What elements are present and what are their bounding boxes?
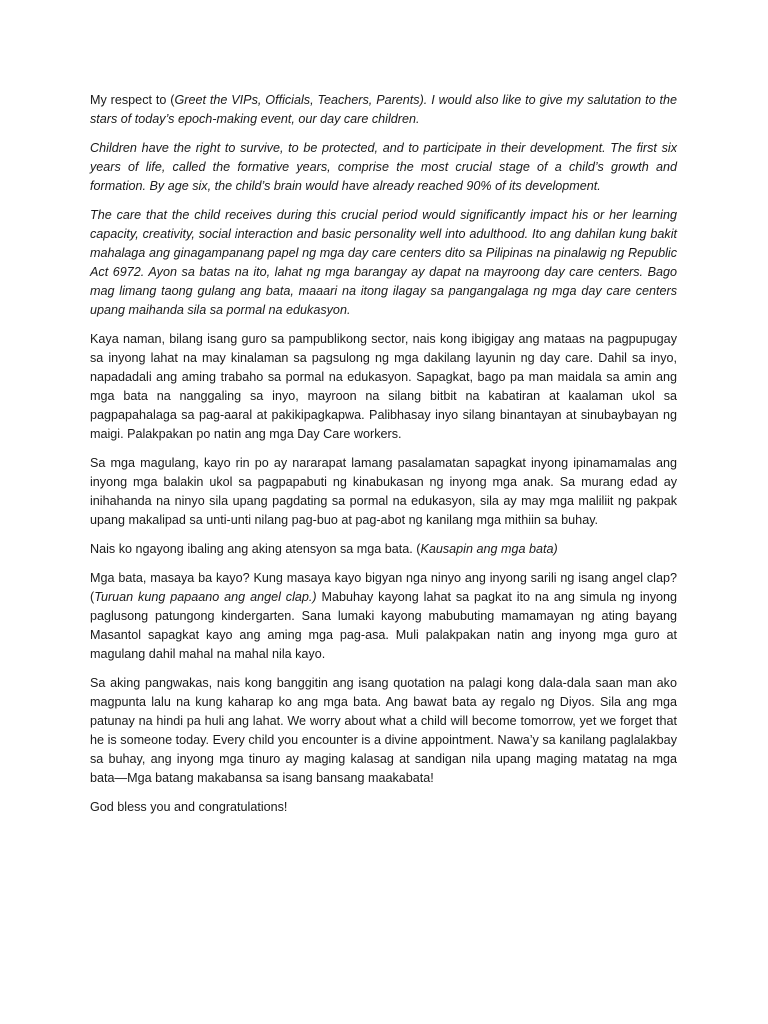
paragraph-attention-children	[90, 540, 677, 559]
angel-clap-lead: Mga bata, masaya ba kayo? Kung masaya kayo bigyan nga ninyo ang inyong sarili ng isang angel clap? (	[90, 571, 677, 604]
paragraph-greeting	[90, 91, 677, 129]
paragraph-angel-clap	[90, 569, 677, 664]
document-page	[90, 91, 677, 827]
paragraph-closing: Sa aking pangwakas, nais kong banggitin ang isang quotation na palagi kong dala-dala saan man ako magpunta lalu na kung kaharap ko ang mga bata. Ang bawat bata ay regalo ng Diyos. Sila ang mga patunay na hindi pa huli ang lahat. We worry about what a child will become tomorrow, yet we forget that he is someone today. Every child you encounter is a divine appointment. Nawa’y sa kanilang paglalakbay sa buhay, ang inyong mga tinuro ay maging kalasag at sandigan nila upang maging matatag na mga bata—Mga batang makabansa sa isang bansang maakabata!	[90, 676, 677, 785]
paragraph-crucial-period: The care that the child receives during this crucial period would significantly impact his or her learning capacity, creativity, social interaction and basic personality well into adulthood. Ito ang dahilan kung bakit mahalaga ang ginagampanang papel ng mga day care centers dito sa Pilipinas na pinalawig ng Republic Act 6972. Ayon sa batas na ito, lahat ng mga barangay ay dapat na mayroong day care centers. Bago mag limang taong gulang ang bata, maaari na itong ilagay sa pangangalaga ng mga day care centers upang maihanda sila sa pormal na edukasyon.	[90, 208, 677, 317]
greeting-italic: Greet the VIPs, Officials, Teachers, Parents). I would also like to give my salutation to the stars of today’s epoch-making event, our day care children.	[90, 93, 677, 126]
paragraph-parents: Sa mga magulang, kayo rin po ay nararapat lamang pasalamatan sapagkat inyong ipinamamalas ang inyong mga balakin ukol sa pagpapabuti ng kinabukasan ng inyong mga anak. Sa murang edad ay inihahanda na ninyo sila upang pagdating sa pormal na edukasyon, sila ay may mga maliliit ng pakpak upang makalipad sa unti-unti nilang pag-buo at pag-abot ng kanilang mga mithiin sa buhay.	[90, 456, 677, 527]
attention-italic: Kausapin ang mga bata)	[420, 542, 558, 556]
paragraph-children-rights: Children have the right to survive, to be protected, and to participate in their development. The first six years of life, called the formative years, comprise the most crucial stage of a child’s growth and formation. By age six, the child’s brain would have already reached 90% of its development.	[90, 141, 677, 193]
angel-clap-italic: Turuan kung papaano ang angel clap.)	[94, 590, 317, 604]
paragraph-day-care-workers: Kaya naman, bilang isang guro sa pampublikong sector, nais kong ibigigay ang mataas na pagpupugay sa inyong lahat na may kinalaman sa pagsulong ng mga dakilang layunin ng day care. Dahil sa inyo, napadadali ang aming trabaho sa pormal na edukasyon. Sapagkat, bago pa man maidala sa amin ang mga bata na nanggaling sa inyo, mayroon na silang bitbit na kabatiran at kaalaman ukol sa pagpapahalaga sa pag-aaral at pakikipagkapwa. Palibhasay inyo silang binantayan at sinubaybayan ng maigi. Palakpakan po natin ang mga Day Care workers.	[90, 332, 677, 441]
greeting-lead: My respect to (	[90, 93, 175, 107]
angel-clap-rest: Mabuhay kayong lahat sa pagkat ito na ang simula ng inyong paglusong patungong kindergarten. Sana lumaki kayong mabubuting mamamayan ng ating bayang Masantol sapagkat kayo ang aming mga pag-asa. Muli palakpakan natin ang inyong mga guro at magulang dahil mahal na mahal nila kayo.	[90, 590, 678, 661]
paragraph-god-bless: God bless you and congratulations!	[90, 800, 288, 814]
attention-lead: Nais ko ngayong ibaling ang aking atensyon sa mga bata. (	[90, 542, 421, 556]
